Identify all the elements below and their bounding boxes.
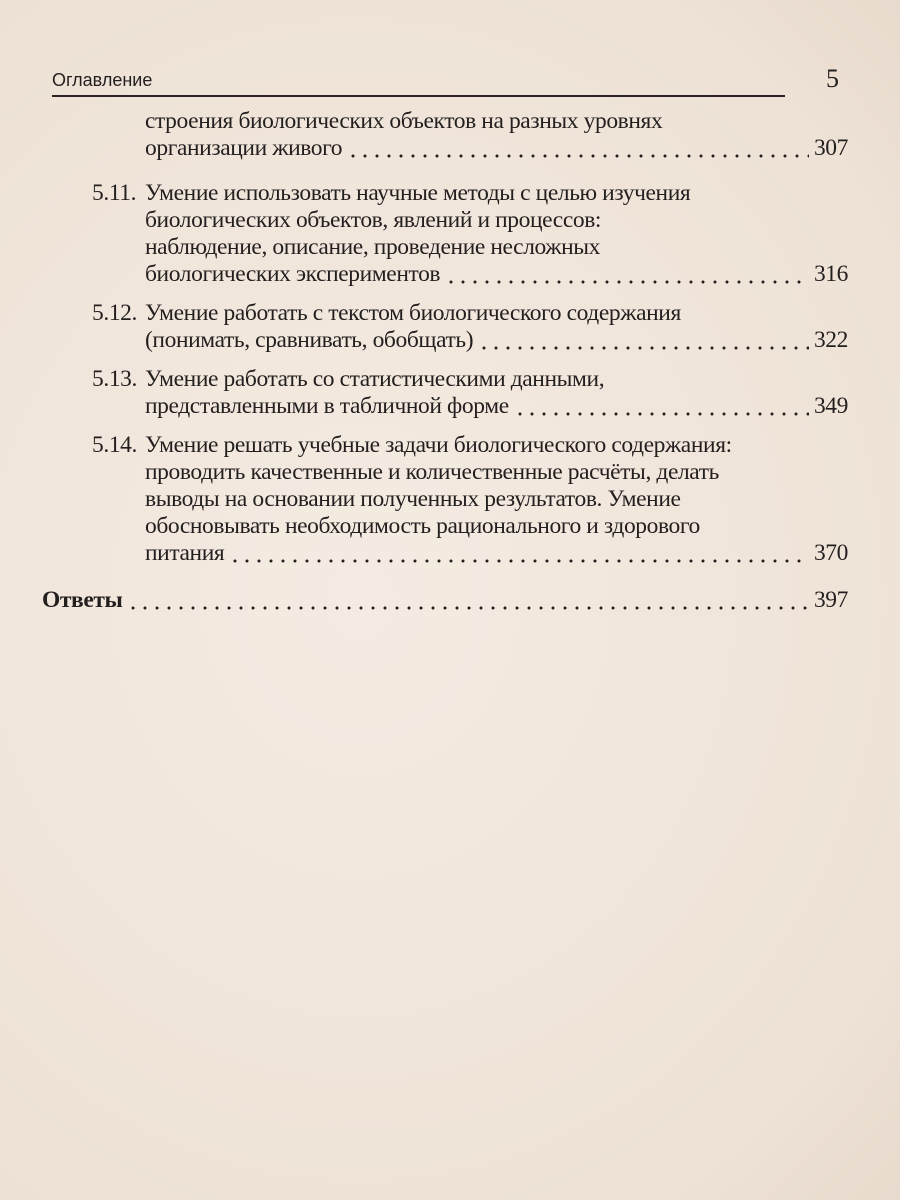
dot-leader [514,393,809,420]
entry-page: 397 [813,587,848,613]
entry-page: 349 [813,393,848,419]
entry-line: представленными в табличной форме [145,393,509,419]
dot-leader [478,327,809,354]
entry-line: Ответы [42,587,123,613]
entry-line: биологических экспериментов [145,261,441,287]
dot-leader [127,587,809,614]
entry-number: 5.14. [92,432,138,458]
toc-entry-answers [42,587,848,614]
entry-number: 5.11. [92,180,137,206]
toc-entry [92,300,848,354]
entry-body [145,300,848,354]
entry-body [145,108,848,162]
entry-line: проводить качественные и количественные расчёты, делать [145,459,719,485]
toc-entry [92,432,848,567]
dot-leader [229,540,809,567]
entry-line: Умение решать учебные задачи биологического содержания: [145,432,732,458]
toc-entry [92,180,848,288]
entry-line: выводы на основании полученных результатов. Умение [145,486,681,512]
dot-leader [347,135,809,162]
entry-number: 5.13. [92,366,138,392]
entry-body [145,432,848,567]
entry-page: 316 [813,261,848,287]
toc-entry [92,366,848,420]
entry-line: биологических объектов, явлений и процессов: [145,207,602,233]
entry-page: 307 [813,135,848,161]
dot-leader [445,261,809,288]
entry-line: обосновывать необходимость рационального и здорового [145,513,700,539]
entry-line: (понимать, сравнивать, обобщать) [145,327,474,353]
toc-entry [92,108,848,162]
entry-line: строения биологических объектов на разных уровнях [145,108,663,134]
entry-line: Умение работать с текстом биологического содержания [145,300,681,326]
entry-line: наблюдение, описание, проведение несложных [145,234,601,260]
entry-line: Умение использовать научные методы с целью изучения [145,180,691,206]
entry-line: Умение работать со статистическими данными, [145,366,605,392]
header-rule [52,95,785,97]
entry-number [92,108,145,162]
running-header: Оглавление [52,70,153,90]
entry-number: 5.12. [92,300,138,326]
page-number: 5 [826,64,839,93]
table-of-contents [42,108,848,614]
entry-line: питания [145,540,225,566]
entry-line: организации живого [145,135,343,161]
entry-body [145,366,848,420]
entry-page: 322 [813,327,848,353]
entry-body [145,180,848,288]
entry-page: 370 [813,540,848,566]
